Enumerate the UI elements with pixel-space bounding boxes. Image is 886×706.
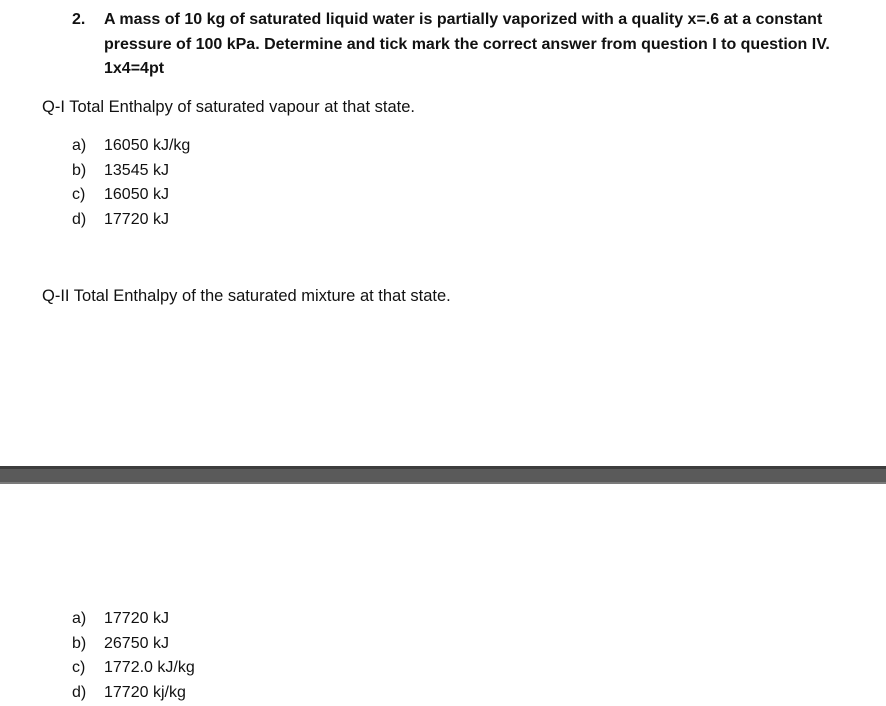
sub-question-2-options xyxy=(72,607,195,705)
sub-question-1-options xyxy=(72,134,190,232)
option-text: 17720 kj/kg xyxy=(104,683,186,701)
option-letter: b) xyxy=(72,161,87,179)
option-b[interactable] xyxy=(72,159,190,184)
option-a[interactable] xyxy=(72,134,190,159)
option-text: 16050 kJ xyxy=(104,186,169,203)
option-a[interactable] xyxy=(72,607,195,632)
question-text: A mass of 10 kg of saturated liquid water is partially vaporized with a quality x=.6 at a constant pressure of 100 kPa. Determine and tick mark the correct answer from question I to question IV. 1x4=4pt xyxy=(104,11,830,77)
option-letter: d) xyxy=(72,210,87,228)
option-c[interactable] xyxy=(72,656,195,681)
sub-question-1-label: Q-I Total Enthalpy of saturated vapour at that state. xyxy=(42,98,415,116)
divider-shadow xyxy=(0,466,886,469)
question-number: 2. xyxy=(72,11,86,28)
page-break-divider xyxy=(0,466,886,484)
option-text: 1772.0 kJ/kg xyxy=(104,659,195,676)
option-text: 17720 kJ xyxy=(104,210,169,228)
option-b[interactable] xyxy=(72,632,195,657)
option-d[interactable] xyxy=(72,681,195,706)
option-letter: b) xyxy=(72,634,87,652)
option-letter: d) xyxy=(72,683,87,701)
option-letter: a) xyxy=(72,610,87,627)
option-d[interactable] xyxy=(72,208,190,233)
option-letter: c) xyxy=(72,186,86,203)
option-text: 13545 kJ xyxy=(104,161,169,179)
sub-question-2-label: Q-II Total Enthalpy of the saturated mixture at that state. xyxy=(42,287,451,305)
option-c[interactable] xyxy=(72,183,190,208)
option-text: 26750 kJ xyxy=(104,634,169,652)
option-text: 17720 kJ xyxy=(104,610,169,627)
option-letter: a) xyxy=(72,137,87,154)
document-page-bottom xyxy=(0,484,886,706)
option-letter: c) xyxy=(72,659,86,676)
option-text: 16050 kJ/kg xyxy=(104,137,191,154)
